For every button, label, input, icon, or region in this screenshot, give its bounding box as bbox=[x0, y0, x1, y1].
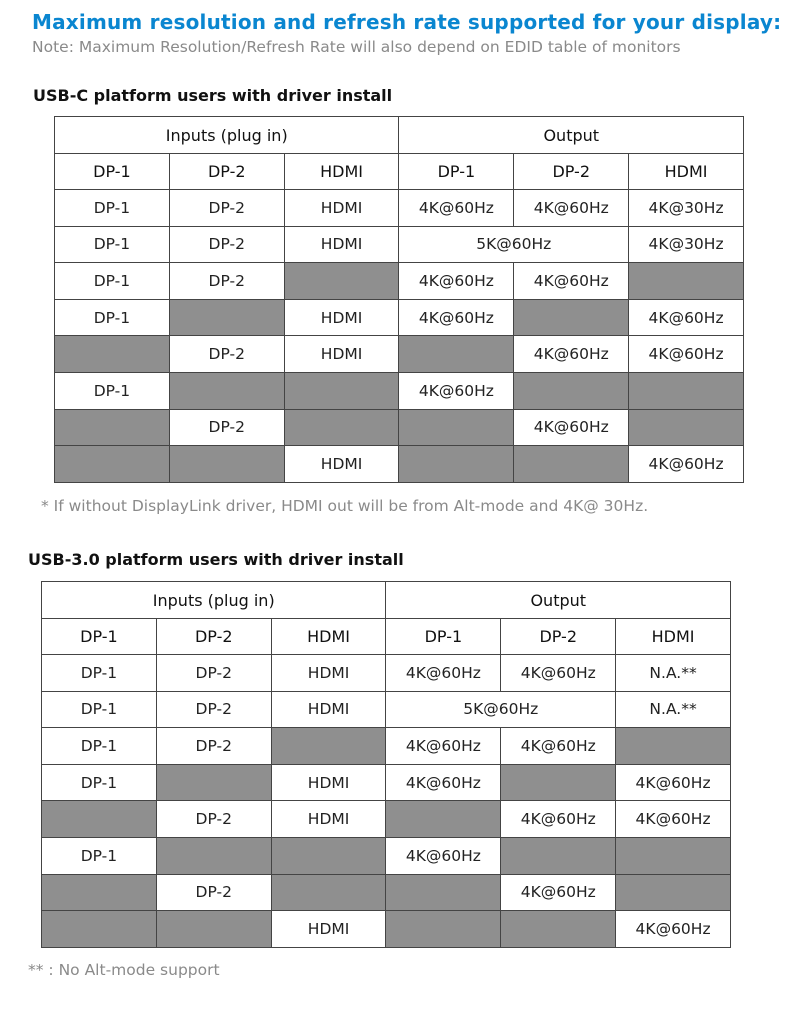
table-cell: HDMI bbox=[284, 336, 399, 373]
table-row bbox=[55, 190, 744, 227]
table-cell: DP-1 bbox=[55, 372, 170, 409]
table-cell: DP-1 bbox=[42, 728, 157, 765]
empty-cell bbox=[399, 446, 514, 483]
merged-output-cell: 5K@60Hz bbox=[399, 226, 629, 263]
empty-cell bbox=[271, 874, 386, 911]
table-cell: HDMI bbox=[271, 911, 386, 948]
empty-cell bbox=[514, 446, 629, 483]
table-cell: 4K@30Hz bbox=[629, 226, 744, 263]
column-header: DP-2 bbox=[169, 154, 284, 190]
table-cell: 4K@60Hz bbox=[386, 728, 501, 765]
inputs-group-header: Inputs (plug in) bbox=[42, 582, 386, 619]
empty-cell bbox=[55, 336, 170, 373]
empty-cell bbox=[386, 874, 501, 911]
empty-cell bbox=[169, 299, 284, 336]
table-cell: HDMI bbox=[271, 655, 386, 692]
table-cell: 4K@60Hz bbox=[629, 336, 744, 373]
table-row bbox=[42, 728, 731, 765]
empty-cell bbox=[156, 837, 271, 874]
empty-cell bbox=[629, 409, 744, 446]
table-cell: DP-2 bbox=[156, 691, 271, 728]
usb-3-resolution-table bbox=[41, 581, 731, 948]
empty-cell bbox=[386, 801, 501, 838]
table-row bbox=[55, 446, 744, 483]
empty-cell bbox=[501, 837, 616, 874]
usb-3-footnote: ** : No Alt-mode support bbox=[28, 961, 220, 979]
empty-cell bbox=[629, 263, 744, 300]
table-row bbox=[55, 263, 744, 300]
table-cell: 4K@60Hz bbox=[616, 764, 731, 801]
empty-cell bbox=[42, 801, 157, 838]
table-row bbox=[55, 409, 744, 446]
table-cell: 4K@60Hz bbox=[399, 299, 514, 336]
empty-cell bbox=[616, 837, 731, 874]
table-cell: HDMI bbox=[271, 801, 386, 838]
empty-cell bbox=[55, 409, 170, 446]
table-cell: 4K@60Hz bbox=[501, 655, 616, 692]
empty-cell bbox=[629, 372, 744, 409]
empty-cell bbox=[514, 372, 629, 409]
table-cell: 4K@60Hz bbox=[514, 190, 629, 227]
usb-c-section-heading: USB-C platform users with driver install bbox=[33, 86, 393, 105]
table-row bbox=[55, 336, 744, 373]
table-row bbox=[42, 801, 731, 838]
empty-cell bbox=[169, 372, 284, 409]
column-header: HDMI bbox=[616, 619, 731, 655]
column-header: DP-1 bbox=[42, 619, 157, 655]
empty-cell bbox=[399, 336, 514, 373]
column-header: DP-2 bbox=[156, 619, 271, 655]
empty-cell bbox=[284, 409, 399, 446]
table-row bbox=[55, 226, 744, 263]
table-cell: 4K@60Hz bbox=[386, 837, 501, 874]
table-cell: DP-1 bbox=[42, 691, 157, 728]
empty-cell bbox=[169, 446, 284, 483]
page-title: Maximum resolution and refresh rate supported for your display: bbox=[32, 10, 782, 34]
table-cell: DP-1 bbox=[42, 655, 157, 692]
edid-note: Note: Maximum Resolution/Refresh Rate will also depend on EDID table of monitors bbox=[32, 38, 681, 56]
table-cell: DP-2 bbox=[169, 409, 284, 446]
table-row bbox=[42, 764, 731, 801]
empty-cell bbox=[514, 299, 629, 336]
table-cell: HDMI bbox=[284, 190, 399, 227]
table-cell: DP-2 bbox=[169, 336, 284, 373]
table-cell: DP-1 bbox=[55, 299, 170, 336]
merged-output-cell: 5K@60Hz bbox=[386, 691, 616, 728]
usb-3-section-heading: USB-3.0 platform users with driver install bbox=[28, 550, 404, 569]
column-header: HDMI bbox=[284, 154, 399, 190]
empty-cell bbox=[616, 874, 731, 911]
empty-cell bbox=[284, 372, 399, 409]
table-cell: DP-2 bbox=[156, 801, 271, 838]
empty-cell bbox=[386, 911, 501, 948]
table-cell: DP-2 bbox=[169, 263, 284, 300]
table-cell: HDMI bbox=[271, 691, 386, 728]
table-cell: DP-2 bbox=[156, 728, 271, 765]
table-cell: HDMI bbox=[284, 299, 399, 336]
table-row bbox=[55, 299, 744, 336]
table-cell: 4K@60Hz bbox=[616, 801, 731, 838]
table-cell: 4K@60Hz bbox=[501, 874, 616, 911]
table-cell: 4K@60Hz bbox=[514, 336, 629, 373]
table-cell: 4K@60Hz bbox=[501, 801, 616, 838]
empty-cell bbox=[399, 409, 514, 446]
empty-cell bbox=[156, 764, 271, 801]
empty-cell bbox=[55, 446, 170, 483]
table-cell: DP-1 bbox=[42, 764, 157, 801]
table-cell: 4K@60Hz bbox=[616, 911, 731, 948]
empty-cell bbox=[42, 911, 157, 948]
table-cell: 4K@60Hz bbox=[399, 372, 514, 409]
table-cell: HDMI bbox=[284, 226, 399, 263]
table-cell: 4K@60Hz bbox=[514, 409, 629, 446]
table-cell: DP-2 bbox=[156, 655, 271, 692]
column-header: DP-2 bbox=[514, 154, 629, 190]
table-row bbox=[42, 691, 731, 728]
table-row bbox=[42, 911, 731, 948]
empty-cell bbox=[271, 728, 386, 765]
table-row bbox=[55, 372, 744, 409]
table-cell: DP-2 bbox=[156, 874, 271, 911]
empty-cell bbox=[501, 764, 616, 801]
usb-c-resolution-table bbox=[54, 116, 744, 483]
table-cell: 4K@60Hz bbox=[399, 190, 514, 227]
table-row bbox=[42, 874, 731, 911]
table-cell: N.A.** bbox=[616, 655, 731, 692]
table-cell: 4K@60Hz bbox=[386, 764, 501, 801]
usb-c-footnote: * If without DisplayLink driver, HDMI out will be from Alt-mode and 4K@ 30Hz. bbox=[41, 497, 649, 515]
table-cell: 4K@60Hz bbox=[399, 263, 514, 300]
output-group-header: Output bbox=[399, 117, 744, 154]
empty-cell bbox=[42, 874, 157, 911]
inputs-group-header: Inputs (plug in) bbox=[55, 117, 399, 154]
table-cell: DP-1 bbox=[55, 226, 170, 263]
table-cell: DP-1 bbox=[55, 190, 170, 227]
column-header: HDMI bbox=[271, 619, 386, 655]
column-header: DP-1 bbox=[399, 154, 514, 190]
table-cell: 4K@60Hz bbox=[386, 655, 501, 692]
column-header: DP-1 bbox=[55, 154, 170, 190]
empty-cell bbox=[271, 837, 386, 874]
table-cell: 4K@60Hz bbox=[514, 263, 629, 300]
table-cell: 4K@60Hz bbox=[629, 446, 744, 483]
empty-cell bbox=[156, 911, 271, 948]
table-cell: DP-1 bbox=[42, 837, 157, 874]
table-row bbox=[42, 837, 731, 874]
table-cell: 4K@30Hz bbox=[629, 190, 744, 227]
table-cell: DP-2 bbox=[169, 226, 284, 263]
table-cell: 4K@60Hz bbox=[501, 728, 616, 765]
output-group-header: Output bbox=[386, 582, 731, 619]
empty-cell bbox=[616, 728, 731, 765]
table-cell: HDMI bbox=[284, 446, 399, 483]
empty-cell bbox=[284, 263, 399, 300]
column-header: DP-1 bbox=[386, 619, 501, 655]
table-cell: 4K@60Hz bbox=[629, 299, 744, 336]
column-header: DP-2 bbox=[501, 619, 616, 655]
empty-cell bbox=[501, 911, 616, 948]
table-cell: DP-2 bbox=[169, 190, 284, 227]
table-cell: HDMI bbox=[271, 764, 386, 801]
table-cell: N.A.** bbox=[616, 691, 731, 728]
table-row bbox=[42, 655, 731, 692]
table-cell: DP-1 bbox=[55, 263, 170, 300]
column-header: HDMI bbox=[629, 154, 744, 190]
